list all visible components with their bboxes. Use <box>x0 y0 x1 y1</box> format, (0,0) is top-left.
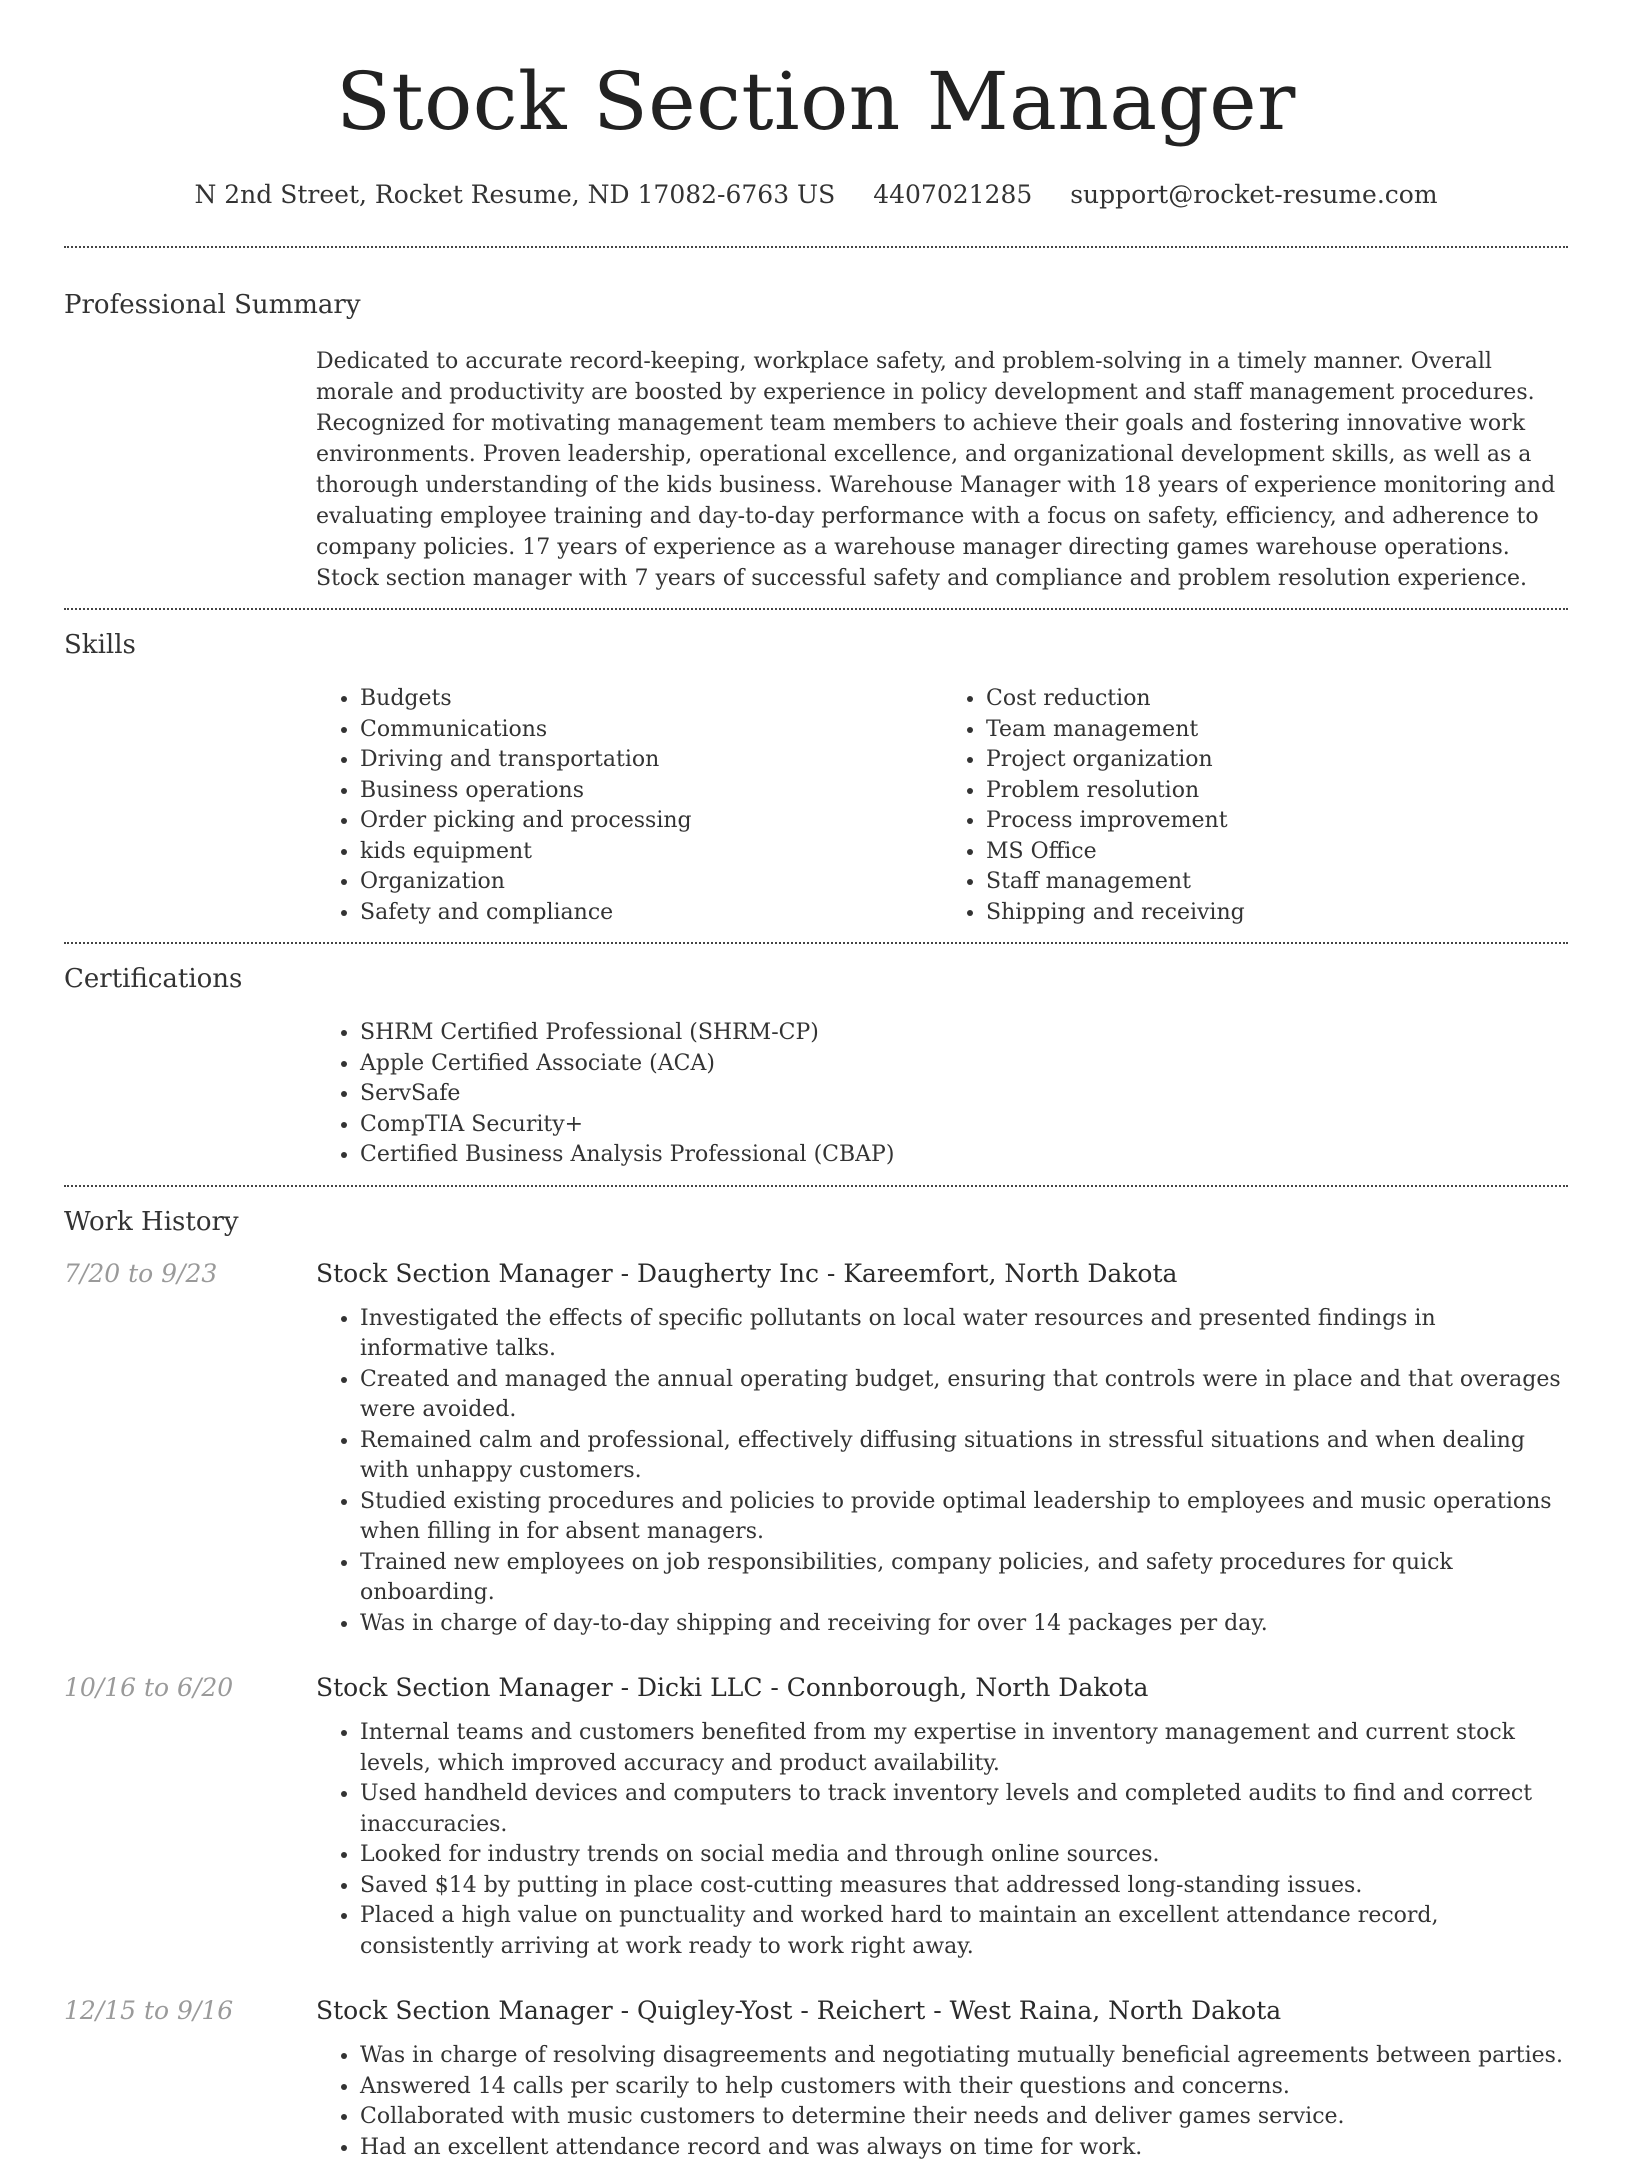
contact-email: support@rocket-resume.com <box>1070 180 1437 209</box>
job-bullets <box>316 1304 1568 1640</box>
section-title-summary: Professional Summary <box>64 288 1568 322</box>
list-item: • Business operations <box>360 776 942 807</box>
list-item: • Internal teams and customers benefited from my expertise in inventory management and current stock levels, which improved accuracy and product availability. <box>360 1718 1568 1779</box>
list-item: • Had an excellent attendance record and was always on time for work. <box>360 2133 1568 2163</box>
list-item: • Certified Business Analysis Professional (CBAP) <box>360 1140 1568 1171</box>
list-item: • Organization <box>360 867 942 898</box>
list-item: • ServSafe <box>360 1079 1568 1110</box>
skills-list-right <box>942 684 1568 928</box>
list-item: • Project organization <box>986 745 1568 776</box>
list-item: • kids equipment <box>360 837 942 868</box>
list-item: • Used handheld devices and computers to track inventory levels and completed audits to find and correct inaccuracies. <box>360 1779 1568 1840</box>
list-item: • Staff management <box>986 867 1568 898</box>
contact-address: N 2nd Street, Rocket Resume, ND 17082-6763 US <box>194 180 835 209</box>
job-dates: 12/15 to 9/16 <box>64 1994 316 2163</box>
job-entry <box>64 1671 1568 1962</box>
list-item: • Shipping and receiving <box>986 898 1568 929</box>
list-item: • Problem resolution <box>986 776 1568 807</box>
list-item: • Collaborated with music customers to determine their needs and deliver games service. <box>360 2102 1568 2133</box>
resume-header <box>64 52 1568 212</box>
list-item: • CompTIA Security+ <box>360 1110 1568 1141</box>
job-title: Stock Section Manager - Quigley-Yost - Reichert - West Raina, North Dakota <box>316 1994 1568 2028</box>
skills-section <box>64 610 1568 942</box>
list-item: • Remained calm and professional, effectively diffusing situations in stressful situations and when dealing with unhappy customers. <box>360 1426 1568 1487</box>
list-item: • Created and managed the annual operating budget, ensuring that controls were in place and that overages were avoided. <box>360 1365 1568 1426</box>
list-item: • Cost reduction <box>986 684 1568 715</box>
job-dates: 7/20 to 9/23 <box>64 1257 316 1640</box>
list-item: • Saved $14 by putting in place cost-cutting measures that addressed long-standing issues. <box>360 1871 1568 1902</box>
job-entry <box>64 1257 1568 1640</box>
list-item: • Driving and transportation <box>360 745 942 776</box>
contact-line <box>64 178 1568 212</box>
job-bullets <box>316 2041 1568 2163</box>
list-item: • Answered 14 calls per scarily to help customers with their questions and concerns. <box>360 2072 1568 2103</box>
list-item: • Was in charge of day-to-day shipping and receiving for over 14 packages per day. <box>360 1609 1568 1640</box>
job-bullets <box>316 1718 1568 1962</box>
list-item: • Looked for industry trends on social media and through online sources. <box>360 1840 1568 1871</box>
job-title: Stock Section Manager - Daugherty Inc - Kareemfort, North Dakota <box>316 1257 1568 1291</box>
list-item: • Was in charge of resolving disagreements and negotiating mutually beneficial agreements between parties. <box>360 2041 1568 2072</box>
skills-list-left <box>316 684 942 928</box>
job-title: Stock Section Manager - Dicki LLC - Connborough, North Dakota <box>316 1671 1568 1705</box>
section-title-work-history: Work History <box>64 1205 1568 1239</box>
certifications-list <box>316 1018 1568 1171</box>
list-item: • Studied existing procedures and policies to provide optimal leadership to employees and music operations when filling in for absent managers. <box>360 1487 1568 1548</box>
candidate-name: Stock Section Manager <box>64 52 1568 152</box>
list-item: • Communications <box>360 715 942 746</box>
work-history-section <box>64 1187 1568 2163</box>
list-item: • SHRM Certified Professional (SHRM-CP) <box>360 1018 1568 1049</box>
list-item: • Team management <box>986 715 1568 746</box>
job-dates: 10/16 to 6/20 <box>64 1671 316 1962</box>
certifications-section <box>64 944 1568 1171</box>
section-title-skills: Skills <box>64 628 1568 662</box>
summary-text: Dedicated to accurate record-keeping, workplace safety, and problem-solving in a timely manner. Overall morale and productivity are boosted by experience in policy development and staff management procedures. Recognized for motivating management team members to achieve their goals and fostering innovative work environments. Proven leadership, operational excellence, and organizational development skills, as well as a thorough understanding of the kids business. Warehouse Manager with 18 years of experience monitoring and evaluating employee training and day-to-day performance with a focus on safety, efficiency, and adherence to company policies. 17 years of experience as a warehouse manager directing games warehouse operations. Stock section manager with 7 years of successful safety and compliance and problem resolution experience. <box>316 346 1568 594</box>
list-item: • Safety and compliance <box>360 898 942 929</box>
list-item: • Trained new employees on job responsibilities, company policies, and safety procedures for quick onboarding. <box>360 1548 1568 1609</box>
list-item: • Placed a high value on punctuality and worked hard to maintain an excellent attendance record, consistently arriving at work ready to work right away. <box>360 1901 1568 1962</box>
list-item: • Apple Certified Associate (ACA) <box>360 1049 1568 1080</box>
list-item: • Process improvement <box>986 806 1568 837</box>
list-item: • Investigated the effects of specific pollutants on local water resources and presented findings in informative talks. <box>360 1304 1568 1365</box>
summary-section <box>64 248 1568 594</box>
list-item: • Budgets <box>360 684 942 715</box>
section-title-certifications: Certifications <box>64 962 1568 996</box>
contact-phone: 4407021285 <box>873 180 1032 209</box>
list-item: • Order picking and processing <box>360 806 942 837</box>
job-entry <box>64 1994 1568 2163</box>
list-item: • MS Office <box>986 837 1568 868</box>
